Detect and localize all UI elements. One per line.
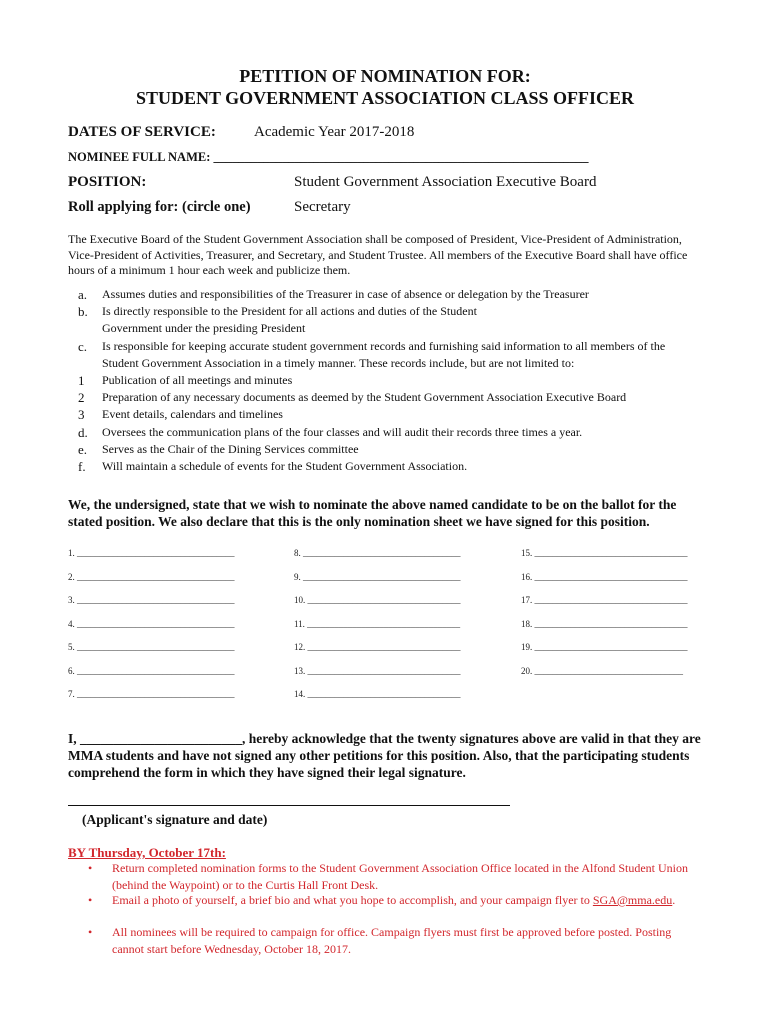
duty-text: Serves as the Chair of the Dining Services committee [102,441,359,456]
nominee-name-field[interactable]: NOMINEE FULL NAME: ____________________________________________________________ [68,150,589,164]
page-title-line2: STUDENT GOVERNMENT ASSOCIATION CLASS OFFICER [135,88,635,108]
signature-line[interactable]: 18. __________________________________ [521,618,688,629]
duty-text: Preparation of any necessary documents as deemed by the Student Government Association Executive Board [102,390,627,405]
position-value: Student Government Association Executive Board [294,174,597,190]
acknowledgement-text: I, ________________________, hereby acknowledge that the twenty signatures above are valid in that they are MMA students and have not signed any other petitions for this position. Also, that the participating students comprehend the form in which they have signed their legal signature. [68,731,701,780]
bullet-icon: • [88,925,93,939]
instruction-text [112,892,702,909]
roll-label: Roll applying for: (circle one) [68,199,251,215]
duty-marker: f. [78,459,86,474]
duty-marker: d. [78,424,88,440]
duty-text: Government under the presiding President [102,321,306,336]
intro-paragraph: The Executive Board of the Student Government Association shall be composed of President, Vice-President of Administration, Vice-President of Activities, Treasurer, and Secretary, and Student Trustee. All members of the Executive Board shall have office hours of a minimum 1 hour each week and publicize them. [68,232,688,277]
duty-marker: 3 [78,407,85,423]
duty-marker: b. [78,304,88,320]
instruction-main-text: Return completed nomination forms to the Student Government Association Office located in the Alfond Student Union (behind the Waypoint) or to the Curtis Hall Front Desk. [112,861,689,892]
instruction-suffix: . [672,893,676,907]
email-link[interactable]: SGA@mma.edu [592,893,673,907]
duty-text: Student Government Association in a timely manner. These records include, but are not limited to: [102,355,575,370]
signature-line[interactable]: 4. ___________________________________ [68,618,235,629]
signature-line[interactable]: 17. __________________________________ [521,595,688,605]
declaration-text: We, the undersigned, state that we wish to nominate the above named candidate to be on the ballot for the stated position. We also declare that this is the only nomination sheet we have signed for this position. [68,497,677,529]
instruction-main-text: Email a photo of yourself, a brief bio and what you hope to accomplish, and your campaign flyer to [112,893,590,907]
signature-line[interactable]: 15. __________________________________ [521,548,688,558]
signature-line[interactable]: 16. __________________________________ [521,571,688,582]
instruction-text [112,924,702,957]
dates-label: DATES OF SERVICE: [68,124,216,140]
page-title-line1: PETITION OF NOMINATION FOR: [239,66,531,86]
signature-line[interactable]: 1. ___________________________________ [68,548,235,558]
roll-value: Secretary [294,199,351,215]
signature-line[interactable]: 20. _________________________________ [521,665,683,676]
duty-marker: e. [78,441,88,457]
signature-line[interactable]: 3. ___________________________________ [68,595,235,605]
position-label: POSITION: [68,174,147,190]
duty-marker: 1 [78,373,85,388]
duty-text: Publication of all meetings and minutes [102,373,293,387]
duty-text: Is directly responsible to the President for all actions and duties of the Student [102,304,477,319]
duty-text: Event details, calendars and timelines [102,407,283,422]
duty-text: Is responsible for keeping accurate student government records and furnishing said information to all members of the [102,338,666,353]
signature-line[interactable]: 6. ___________________________________ [68,665,235,676]
signature-line[interactable]: 12. __________________________________ [294,642,461,652]
signature-line[interactable]: 8. ___________________________________ [294,548,461,558]
signature-line[interactable]: 9. ___________________________________ [294,571,461,582]
instruction-main-text: All nominees will be required to campaign for office. Campaign flyers must first be approved before posted. Posting cannot start before Wednesday, October 18, 2017. [112,925,672,956]
signature-line[interactable]: 11. __________________________________ [294,618,461,629]
duty-text: Oversees the communication plans of the four classes and will audit their records three times a year. [102,424,583,439]
duty-marker: a. [78,287,88,302]
signature-line[interactable]: 19. __________________________________ [521,642,688,652]
duty-text: Assumes duties and responsibilities of the Treasurer in case of absence or delegation by the Treasurer [102,287,589,301]
signature-line[interactable]: 13. __________________________________ [294,665,461,676]
applicant-signature-line[interactable] [68,805,510,806]
deadline-heading: BY Thursday, October 17th: [68,845,226,860]
duty-marker: 2 [78,390,85,406]
signature-line[interactable]: 2. ___________________________________ [68,571,235,582]
signature-line[interactable]: 5. ___________________________________ [68,642,235,652]
signature-line[interactable]: 10. __________________________________ [294,595,461,605]
duty-text: Will maintain a schedule of events for the Student Government Association. [102,459,468,473]
instruction-text [112,860,702,893]
applicant-signature-label: (Applicant's signature and date) [82,812,268,827]
signature-line[interactable]: 7. ___________________________________ [68,689,235,699]
bullet-icon: • [88,861,93,875]
duty-marker: c. [78,338,88,354]
bullet-icon: • [88,893,93,907]
signature-line[interactable]: 14. __________________________________ [294,689,461,699]
dates-value: Academic Year 2017-2018 [254,124,415,140]
